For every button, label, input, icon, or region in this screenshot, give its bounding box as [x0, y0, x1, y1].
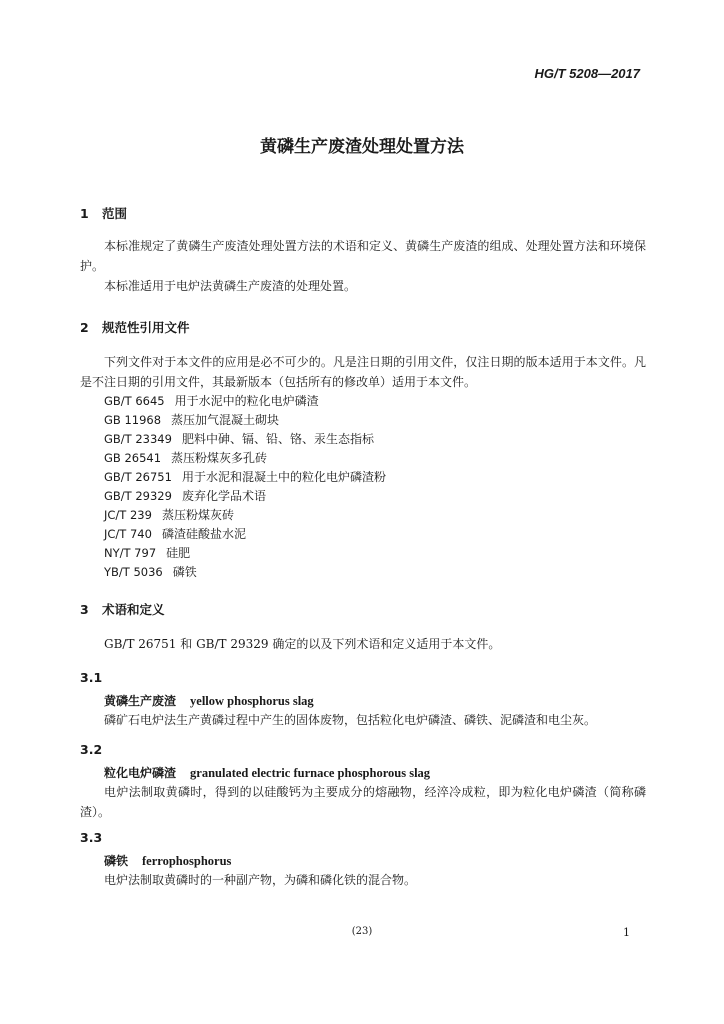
term-en: yellow phosphorus slag — [190, 694, 314, 708]
section-number: 2 — [80, 320, 89, 335]
reference-code: YB/T 5036 — [104, 565, 163, 579]
reference-code: GB 26541 — [104, 451, 162, 465]
term-zh: 粒化电炉磷渣 — [104, 766, 177, 780]
reference-title: 硅肥 — [166, 546, 191, 560]
term-definition: 电炉法制取黄磷时的一种副产物，为磷和磷化铁的混合物。 — [104, 873, 417, 887]
reference-code: GB/T 26751 — [104, 470, 172, 484]
section-2-intro: 下列文件对于本文件的应用是必不可少的。凡是注日期的引用文件，仅注日期的版本适用于本文件。凡是不注日期的引用文件，其最新版本（包括所有的修改单）适用于本文件。 — [80, 355, 646, 389]
reference-item — [104, 430, 386, 449]
reference-code: GB 11968 — [104, 413, 162, 427]
term-definition: 磷矿石电炉法生产黄磷过程中产生的固体废物，包括粒化电炉磷渣、磷铁、泥磷渣和电尘灰。 — [104, 713, 597, 727]
reference-item — [104, 563, 386, 582]
term-title — [104, 692, 314, 709]
reference-item — [104, 525, 386, 544]
section-2-heading — [80, 318, 190, 336]
reference-title: 用于水泥中的粒化电炉磷渣 — [174, 394, 319, 408]
reference-title: 肥料中砷、镉、铅、铬、汞生态指标 — [181, 432, 374, 446]
reference-title: 蒸压加气混凝土砌块 — [171, 413, 280, 427]
section-title: 范围 — [102, 206, 128, 221]
term-definition: 电炉法制取黄磷时，得到的以硅酸钙为主要成分的熔融物，经淬冷成粒，即为粒化电炉磷渣（简称磷渣）。 — [80, 785, 646, 819]
term-zh: 磷铁 — [104, 854, 129, 868]
section-3-heading — [80, 600, 165, 618]
term-number: 3.2 — [80, 742, 103, 757]
term-en: ferrophosphorus — [142, 854, 232, 868]
term-en: granulated electric furnace phosphorous slag — [190, 766, 431, 780]
reference-title: 蒸压粉煤灰多孔砖 — [171, 451, 268, 465]
reference-item — [104, 392, 386, 411]
term-title — [104, 764, 430, 781]
reference-item — [104, 506, 386, 525]
section-1-heading — [80, 204, 127, 222]
reference-title: 用于水泥和混凝土中的粒化电炉磷渣粉 — [181, 470, 386, 484]
normative-references-list — [104, 392, 386, 582]
term-zh: 黄磷生产废渣 — [104, 694, 177, 708]
section-1-paragraph-2: 本标准适用于电炉法黄磷生产废渣的处理处置。 — [104, 279, 357, 293]
reference-code: GB/T 6645 — [104, 394, 165, 408]
reference-code: JC/T 740 — [104, 527, 152, 541]
term-number: 3.1 — [80, 670, 103, 685]
term-title — [104, 852, 231, 869]
reference-item — [104, 411, 386, 430]
section-3-intro: GB/T 26751 和 GB/T 29329 确定的以及下列术语和定义适用于本文件。 — [104, 637, 501, 651]
standard-code: HG/T 5208—2017 — [534, 66, 640, 81]
term-number: 3.3 — [80, 830, 103, 845]
reference-code: GB/T 23349 — [104, 432, 172, 446]
reference-item — [104, 468, 386, 487]
reference-code: GB/T 29329 — [104, 489, 172, 503]
section-number: 3 — [80, 602, 89, 617]
reference-title: 磷渣硅酸盐水泥 — [161, 527, 246, 541]
reference-code: JC/T 239 — [104, 508, 152, 522]
reference-item — [104, 487, 386, 506]
reference-code: NY/T 797 — [104, 546, 157, 560]
section-number: 1 — [80, 206, 89, 221]
section-title: 术语和定义 — [102, 602, 165, 617]
page-number: 1 — [623, 926, 630, 939]
section-1-paragraph-1: 本标准规定了黄磷生产废渣处理处置方法的术语和定义、黄磷生产废渣的组成、处理处置方法和环境保护。 — [80, 239, 646, 273]
document-title: 黄磷生产废渣处理处置方法 — [260, 137, 464, 157]
reference-title: 磷铁 — [172, 565, 197, 579]
reference-item — [104, 544, 386, 563]
reference-title: 蒸压粉煤灰砖 — [161, 508, 234, 522]
reference-title: 废弃化学品术语 — [181, 489, 266, 503]
section-title: 规范性引用文件 — [102, 320, 190, 335]
reference-item — [104, 449, 386, 468]
page-mark: (23) — [351, 926, 373, 937]
